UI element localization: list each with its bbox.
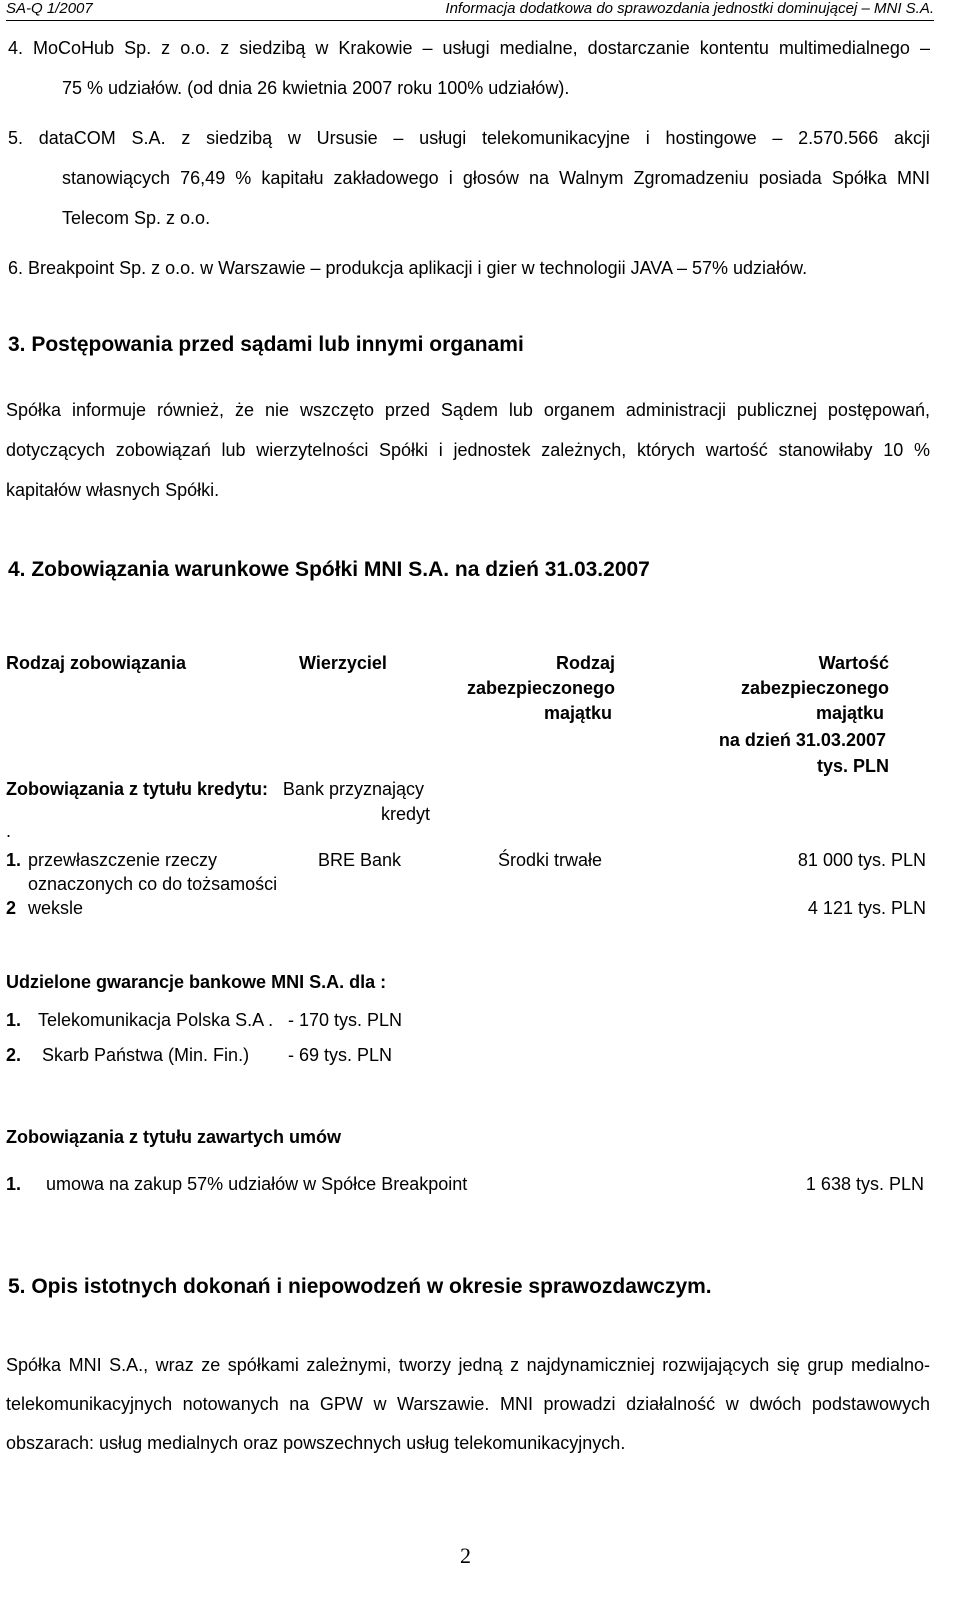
contracts-heading: Zobowiązania z tytułu zawartych umów [6,1127,342,1147]
table-row1-desc-l2: oznaczonych co do tożsamości [28,874,278,894]
section5-line2: telekomunikacyjnych notowanych na GPW w Warszawie. MNI prowadzi działalność w dwóch podstawowych [6,1394,930,1414]
item5-line1: 5. dataCOM S.A. z siedzibą w Ursusie – usługi telekomunikacyjne i hostingowe – 2.570.566 akcji [8,128,930,148]
header-rule [6,20,934,21]
section5-heading: 5. Opis istotnych dokonań i niepowodzeń w okresie sprawozdawczym. [8,1275,712,1298]
contract1-num: 1. [6,1174,22,1194]
table-row1-num: 1. [6,850,22,870]
section3-line2: dotyczących zobowiązań lub wierzytelności Spółki i jednostek zależnych, których wartość stanowiłaby 10 % [6,440,930,460]
page-number: 2 [460,1543,471,1568]
item5-line3: Telecom Sp. z o.o. [62,208,211,228]
table-row1-desc-l1: przewłaszczenie rzeczy [28,850,218,870]
table-dot: . [6,821,12,841]
table-col-rodzaj-zobowiazania: Rodzaj zobowiązania [6,653,187,673]
section4-heading: 4. Zobowiązania warunkowe Spółki MNI S.A. na dzień 31.03.2007 [8,558,650,581]
guarantee1-num: 1. [6,1010,22,1030]
table-col-rodzaj-majatku-l2: zabezpieczonego [466,678,615,698]
table-row1-value: 81 000 tys. PLN [797,850,926,870]
guarantee1-value: - 170 tys. PLN [288,1010,403,1030]
header-right: Informacja dodatkowa do sprawozdania jednostki dominującej – MNI S.A. [445,0,934,17]
guarantee2-value: - 69 tys. PLN [288,1045,393,1065]
table-col-wartosc-l1: Wartość [818,653,889,673]
table-col-wierzyciel: Wierzyciel [299,653,387,673]
item5-line2: stanowiących 76,49 % kapitału zakładowego i głosów na Walnym Zgromadzeniu posiada Spółka MNI [62,168,930,188]
guarantee1-name: Telekomunikacja Polska S.A . [38,1010,274,1030]
table-row1-asset: Środki trwałe [498,850,603,870]
contract1-desc: umowa na zakup 57% udziałów w Spółce Breakpoint [46,1174,468,1194]
table-col-rodzaj-majatku-l3: majątku [543,703,612,723]
table-creditor-header-l2: kredyt [380,804,430,824]
guarantee2-name: Skarb Państwa (Min. Fin.) [42,1045,250,1065]
table-col-wartosc-l4: na dzień 31.03.2007 [718,730,886,750]
section5-line1: Spółka MNI S.A., wraz ze spółkami zależnymi, tworzy jedną z najdynamiczniej rozwijających się grup medialno- [6,1355,930,1375]
table-row2-desc: weksle [28,898,84,918]
section3-line1: Spółka informuje również, że nie wszczęto przed Sądem lub organem administracji publicznej postępowań, [6,400,930,420]
table-col-wartosc-l5: tys. PLN [816,756,889,776]
table-col-wartosc-l2: zabezpieczonego [740,678,889,698]
table-row2-value: 4 121 tys. PLN [807,898,926,918]
item6: 6. Breakpoint Sp. z o.o. w Warszawie – produkcja aplikacji i gier w technologii JAVA – 57% udziałów. [8,258,808,278]
header-left: SA-Q 1/2007 [6,0,93,17]
table-col-rodzaj-majatku-l1: Rodzaj [555,653,615,673]
table-row2-num: 2 [6,898,17,918]
table-creditor-header-l1: Bank przyznający [282,779,424,799]
item4-line2: 75 % udziałów. (od dnia 26 kwietnia 2007 roku 100% udziałów). [62,78,570,98]
table-row1-creditor: BRE Bank [318,850,402,870]
item4-line1: 4. MoCoHub Sp. z o.o. z siedzibą w Krakowie – usługi medialne, dostarczanie kontentu multimedialnego – [8,38,930,58]
contract1-value: 1 638 tys. PLN [805,1174,924,1194]
guarantees-heading: Udzielone gwarancje bankowe MNI S.A. dla : [6,972,387,992]
section3-heading: 3. Postępowania przed sądami lub innymi organami [8,333,524,356]
table-group-label: Zobowiązania z tytułu kredytu: [6,779,269,799]
section5-line3: obszarach: usług medialnych oraz powszechnych usług telekomunikacyjnych. [6,1433,626,1453]
guarantee2-num: 2. [6,1045,22,1065]
table-col-wartosc-l3: majątku [815,703,884,723]
section3-line3: kapitałów własnych Spółki. [6,480,220,500]
